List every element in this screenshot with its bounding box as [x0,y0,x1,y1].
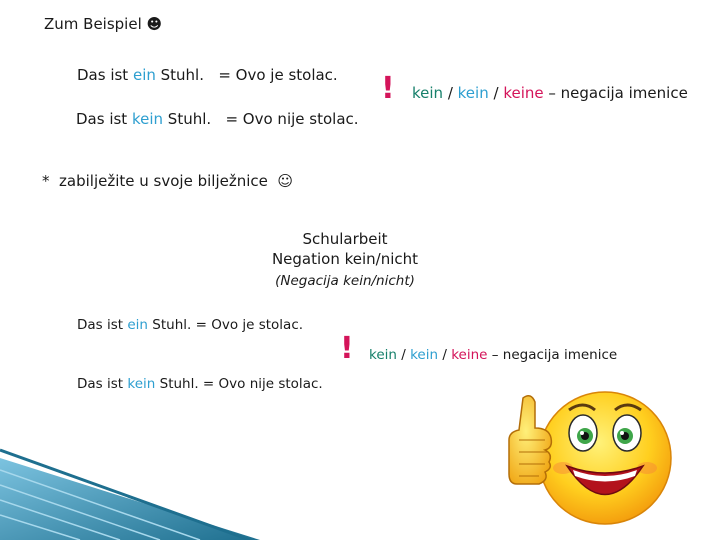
example-noun: Stuhl. [155,66,204,84]
note-rest: – negacija imenice [487,347,618,363]
note-separator: / [396,347,411,363]
note-word-2: kein [457,84,489,102]
example-noun: Stuhl. = Ovo je stolac. [148,317,304,333]
thumbs-up-smiley-icon [505,388,675,528]
note-separator: / [438,347,452,363]
example-prefix: Das ist [76,110,132,128]
example-bottom-line1 [77,317,303,333]
note-word-3: keine [451,347,488,363]
topic: Negation kein/nicht [271,250,419,268]
example-top-line2 [76,110,359,128]
negation-note-bottom [369,347,617,363]
example-noun: Stuhl. [163,110,212,128]
example-noun: Stuhl. = Ovo nije stolac. [155,376,323,392]
note-word-3: keine [503,84,544,102]
note-separator: / [443,84,458,102]
example-prefix: Das ist [77,66,133,84]
note-word-1: kein [369,347,397,363]
article-ein: ein [132,66,156,84]
heading [44,15,162,33]
reminder-text: * zabilježite u svoje bilježnice [42,172,268,190]
reminder [42,172,293,190]
example-bottom-line2 [77,376,323,392]
translation: = Ovo nije stolac. [225,110,359,128]
note-rest: – negacija imenice [543,84,688,102]
exclamation-mark: ! [381,71,395,106]
negation-note-top [412,84,688,102]
smiley-emoji-icon: ☺ [277,172,294,190]
title: Schularbeit [302,230,388,248]
heading-text: Zum Beispiel [44,15,142,33]
note-word-1: kein [412,84,444,102]
article-kein: kein [127,376,156,392]
exclamation-mark: ! [340,331,354,366]
example-top-line1 [77,66,338,84]
note-word-2: kein [410,347,439,363]
note-separator: / [488,84,504,102]
title-block [230,229,460,291]
smiley-emoji-icon: ☻ [146,15,163,33]
subtitle: (Negacija kein/nicht) [275,273,415,289]
example-prefix: Das ist [77,317,128,333]
article-kein: kein [131,110,164,128]
example-prefix: Das ist [77,376,128,392]
article-ein: ein [127,317,148,333]
wave-decoration [0,440,260,540]
translation: = Ovo je stolac. [218,66,338,84]
